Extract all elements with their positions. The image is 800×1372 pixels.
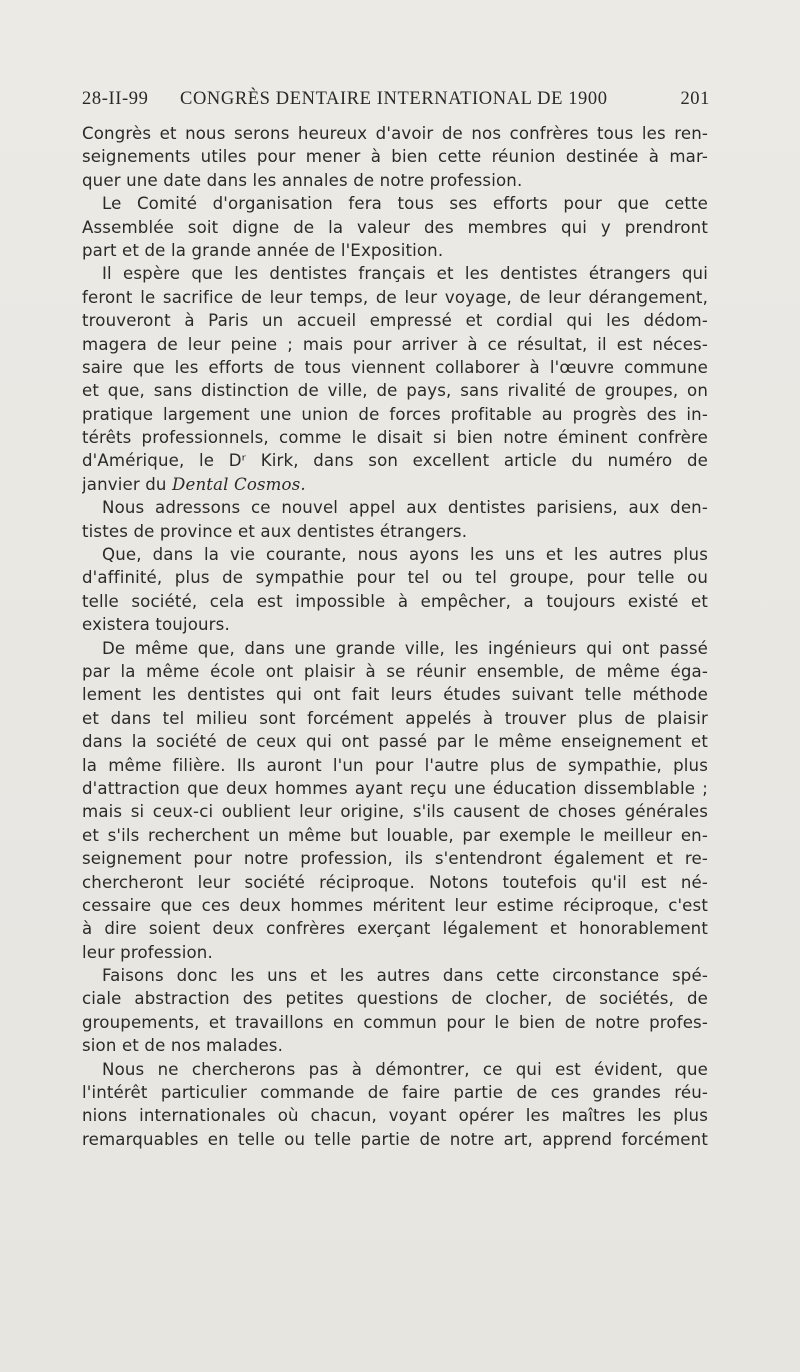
text-line	[82, 473, 708, 496]
text-line-content: Congrès et nous serons heureux d'avoir de nos confrères tous les ren-	[82, 124, 708, 143]
text-line-content: part et de la grande année de l'Exposition.	[82, 240, 444, 260]
text-line	[82, 309, 708, 332]
text-line-content: et dans tel milieu sont forcément appelés à trouver plus de plaisir	[82, 708, 708, 728]
text-line	[82, 1058, 708, 1081]
text-line-content: groupements, et travaillons en commun pour le bien de notre profes-	[82, 1012, 708, 1032]
text-line-content: janvier du	[82, 474, 173, 494]
text-line-content: et que, sans distinction de ville, de pays, sans rivalité de groupes, on	[82, 381, 708, 401]
text-line-content: d'Amérique, le Dʳ Kirk, dans son excellent article du numéro de	[82, 451, 708, 471]
text-line	[82, 1081, 708, 1104]
text-line	[82, 169, 708, 192]
text-line	[82, 800, 708, 823]
text-line	[82, 1128, 708, 1151]
text-line	[82, 754, 708, 777]
text-line-content: magera de leur peine ; mais pour arriver à ce résultat, il est néces-	[82, 334, 708, 354]
text-line-content: sion et de nos malades.	[82, 1036, 284, 1056]
text-line-content: existera toujours.	[82, 615, 230, 635]
text-line	[82, 964, 708, 987]
text-line-content: térêts professionnels, comme le disait si bien notre éminent confrère	[82, 428, 708, 448]
text-line	[82, 192, 708, 215]
text-line	[82, 333, 708, 356]
date-code: 28-II-99	[82, 89, 149, 109]
text-line-content: remarquables en telle ou telle partie de notre art, apprend forcément	[82, 1129, 708, 1149]
text-line-content: lement les dentistes qui ont fait leurs études suivant telle méthode	[82, 685, 708, 705]
text-line-content: mais si ceux-ci oublient leur origine, s'ils causent de choses générales	[82, 802, 708, 822]
text-line-content: feront le sacrifice de leur temps, de leur voyage, de leur dérangement,	[82, 287, 708, 307]
text-line	[82, 520, 708, 543]
text-line-content: ciale abstraction des petites questions de clocher, de sociétés, de	[82, 989, 708, 1009]
text-line	[82, 543, 708, 566]
text-line-content: pratique largement une union de forces profitable au progrès des in-	[82, 404, 708, 424]
text-line	[82, 871, 708, 894]
page-number: 201	[680, 89, 710, 109]
text-line-content: d'attraction que deux hommes ayant reçu une éducation dissemblable ;	[82, 778, 708, 798]
text-line-content: dans la société de ceux qui ont passé par le même enseignement et	[82, 732, 708, 752]
text-line	[82, 239, 708, 262]
running-head	[82, 89, 710, 115]
text-line	[82, 917, 708, 940]
journal-title: Dental Cosmos.	[172, 474, 306, 494]
text-line-content: seignements utiles pour mener à bien cette réunion destinée à mar-	[82, 147, 708, 167]
text-line	[82, 683, 708, 706]
body-text	[82, 122, 708, 1151]
text-line	[82, 262, 708, 285]
text-line	[82, 1034, 708, 1057]
text-line-content: Il espère que les dentistes français et les dentistes étrangers qui	[102, 264, 708, 284]
text-line-content: leur profession.	[82, 942, 213, 962]
text-line-content: par la même école ont plaisir à se réunir ensemble, de même éga-	[82, 661, 708, 681]
text-line	[82, 730, 708, 753]
text-line	[82, 987, 708, 1010]
text-line	[82, 496, 708, 519]
text-line-content: Nous ne chercherons pas à démontrer, ce qui est évident, que	[102, 1059, 708, 1079]
text-line	[82, 894, 708, 917]
text-line	[82, 286, 708, 309]
text-line	[82, 1104, 708, 1127]
text-line	[82, 590, 708, 613]
text-line	[82, 941, 708, 964]
text-line-content: Que, dans la vie courante, nous ayons les uns et les autres plus	[102, 545, 708, 565]
text-line	[82, 145, 708, 168]
text-line-content: trouveront à Paris un accueil empressé et cordial qui les dédom-	[82, 311, 708, 331]
text-line	[82, 1011, 708, 1034]
text-line	[82, 449, 708, 472]
text-line-content: cessaire que ces deux hommes méritent leur estime réciproque, c'est	[82, 895, 708, 915]
text-line-content: chercheront leur société réciproque. Notons toutefois qu'il est né-	[82, 872, 708, 892]
text-line	[82, 426, 708, 449]
text-line	[82, 216, 708, 239]
text-line-content: Assemblée soit digne de la valeur des membres qui y prendront	[82, 217, 708, 237]
text-line-content: quer une date dans les annales de notre profession.	[82, 170, 523, 190]
text-line	[82, 613, 708, 636]
text-line-content: et s'ils recherchent un même but louable, par exemple le meilleur en-	[82, 825, 708, 845]
text-line	[82, 356, 708, 379]
text-line-content: tistes de province et aux dentistes étrangers.	[82, 521, 468, 541]
text-line	[82, 637, 708, 660]
text-line-content: Le Comité d'organisation fera tous ses efforts pour que cette	[102, 194, 708, 214]
text-line-content: d'affinité, plus de sympathie pour tel ou tel groupe, pour telle ou	[82, 568, 708, 588]
text-line	[82, 847, 708, 870]
text-line	[82, 777, 708, 800]
running-title: CONGRÈS DENTAIRE INTERNATIONAL DE 1900	[180, 89, 608, 109]
text-line-content: Nous adressons ce nouvel appel aux dentistes parisiens, aux den-	[102, 498, 708, 518]
text-line	[82, 824, 708, 847]
text-line-content: De même que, dans une grande ville, les ingénieurs qui ont passé	[102, 638, 708, 658]
text-line	[82, 566, 708, 589]
text-line-content: Faisons donc les uns et les autres dans cette circonstance spé-	[102, 966, 708, 986]
text-line	[82, 707, 708, 730]
text-line	[82, 660, 708, 683]
text-line	[82, 379, 708, 402]
text-line-content: saire que les efforts de tous viennent collaborer à l'œuvre commune	[82, 357, 708, 377]
text-line-content: nions internationales où chacun, voyant opérer les maîtres les plus	[82, 1106, 708, 1126]
text-line-content: la même filière. Ils auront l'un pour l'autre plus de sympathie, plus	[82, 755, 708, 775]
text-line	[82, 403, 708, 426]
text-line-content: à dire soient deux confrères exerçant légalement et honorablement	[82, 919, 708, 939]
text-line-content: seignement pour notre profession, ils s'entendront également et re-	[82, 849, 708, 869]
text-line	[82, 122, 708, 145]
text-line-content: telle société, cela est impossible à empêcher, a toujours existé et	[82, 591, 708, 611]
text-line-content: l'intérêt particulier commande de faire partie de ces grandes réu-	[82, 1083, 708, 1103]
